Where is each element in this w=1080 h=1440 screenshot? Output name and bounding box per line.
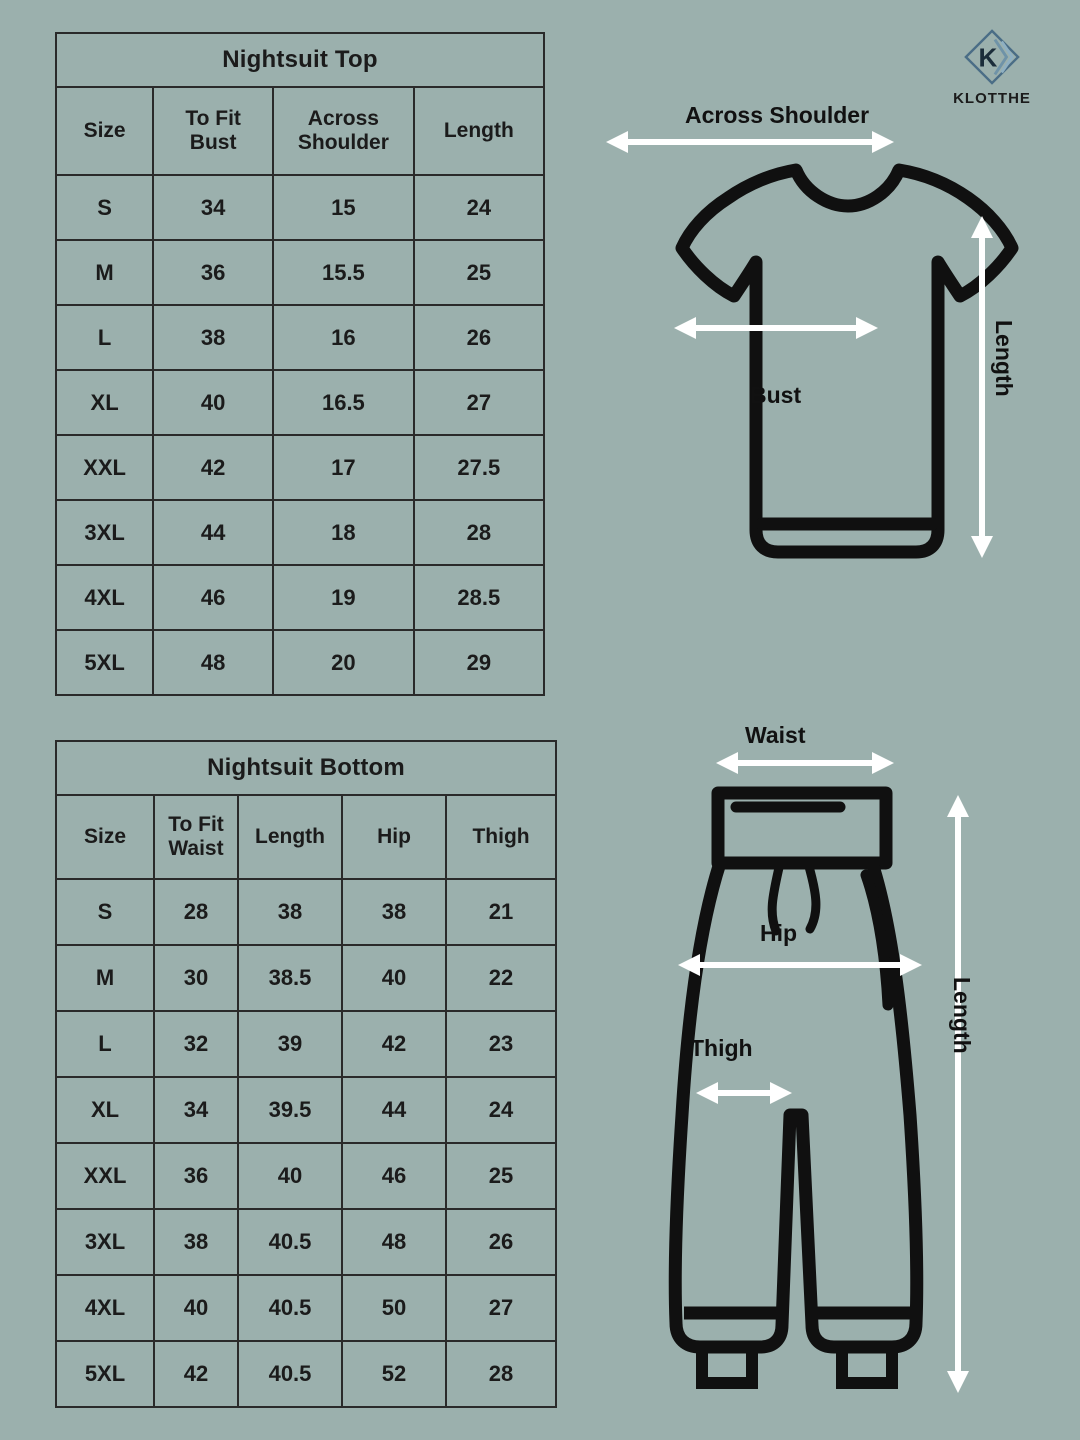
table-row [56,305,544,370]
table-header-row [56,87,544,175]
pants-illustration [640,715,1040,1415]
column-header-across-shoulder [273,87,414,175]
table-title: Nightsuit Top [56,33,544,87]
table-row [56,1143,556,1209]
column-header-line-2: Waist [168,837,224,860]
cell-length: 29 [414,630,544,695]
column-header-line-2: Bust [189,131,237,154]
cell-length: 38 [238,879,342,945]
cell-size: S [56,175,153,240]
label-bust: Bust [750,382,802,408]
cell-waist: 40 [154,1275,238,1341]
cell-bust: 48 [153,630,273,695]
table-row [56,879,556,945]
cell-size: M [56,945,154,1011]
table-row [56,435,544,500]
cell-waist: 28 [154,879,238,945]
table-header-row [56,795,556,879]
cell-length: 28 [414,500,544,565]
cell-thigh: 25 [446,1143,556,1209]
cell-size: 5XL [56,1341,154,1407]
cell-length: 40.5 [238,1209,342,1275]
cell-shoulder: 20 [273,630,414,695]
label-across-shoulder: Across Shoulder [685,102,870,128]
cell-length: 40.5 [238,1275,342,1341]
column-header-line-2: Shoulder [297,131,389,154]
cell-thigh: 28 [446,1341,556,1407]
cell-hip: 42 [342,1011,446,1077]
table-row [56,1077,556,1143]
cell-size: 4XL [56,1275,154,1341]
cell-thigh: 22 [446,945,556,1011]
label-top-length: Length [991,320,1017,397]
t-shirt-illustration [600,100,1040,620]
label-thigh: Thigh [690,1035,753,1061]
cell-size: 3XL [56,1209,154,1275]
label-hip: Hip [760,920,798,946]
cell-hip: 38 [342,879,446,945]
cell-waist: 32 [154,1011,238,1077]
cell-waist: 36 [154,1143,238,1209]
table-row [56,240,544,305]
cell-bust: 38 [153,305,273,370]
cell-length: 40.5 [238,1341,342,1407]
column-header-to-fit-waist [154,795,238,879]
table-row [56,630,544,695]
cell-length: 28.5 [414,565,544,630]
table-row [56,565,544,630]
cell-size: XXL [56,1143,154,1209]
cell-size: M [56,240,153,305]
cell-hip: 48 [342,1209,446,1275]
cell-hip: 50 [342,1275,446,1341]
cell-thigh: 23 [446,1011,556,1077]
table-title: Nightsuit Bottom [56,741,556,795]
table-row [56,370,544,435]
cell-thigh: 27 [446,1275,556,1341]
cell-bust: 36 [153,240,273,305]
nightsuit-bottom-size-table [55,740,557,1408]
cell-waist: 30 [154,945,238,1011]
table-title-row [56,741,556,795]
cell-waist: 34 [154,1077,238,1143]
cell-bust: 46 [153,565,273,630]
brand-name: KLOTTHE [953,90,1031,107]
cell-length: 40 [238,1143,342,1209]
cell-shoulder: 15.5 [273,240,414,305]
label-bottom-length: Length [949,977,975,1054]
column-header-line-1: To Fit [168,813,224,837]
column-header-thigh: Thigh [446,795,556,879]
cell-size: XL [56,370,153,435]
cell-size: S [56,879,154,945]
label-waist: Waist [745,722,806,748]
table-row [56,1209,556,1275]
cell-size: 4XL [56,565,153,630]
column-header-to-fit-bust [153,87,273,175]
svg-text:K: K [978,42,998,73]
cell-shoulder: 19 [273,565,414,630]
column-header-size: Size [56,87,153,175]
cell-hip: 52 [342,1341,446,1407]
pants-measurement-diagram [640,715,1040,1415]
cell-size: XXL [56,435,153,500]
cell-length: 38.5 [238,945,342,1011]
cell-hip: 40 [342,945,446,1011]
cell-length: 39 [238,1011,342,1077]
column-header-length: Length [238,795,342,879]
column-header-line-1: Across [307,107,379,131]
cell-size: L [56,1011,154,1077]
table-row [56,1341,556,1407]
table-row [56,500,544,565]
cell-waist: 38 [154,1209,238,1275]
table-title-row [56,33,544,87]
cell-length: 27.5 [414,435,544,500]
cell-size: XL [56,1077,154,1143]
column-header-size: Size [56,795,154,879]
cell-length: 27 [414,370,544,435]
column-header-length: Length [414,87,544,175]
cell-thigh: 26 [446,1209,556,1275]
klotthe-logo-icon [963,28,1021,86]
cell-length: 25 [414,240,544,305]
t-shirt-measurement-diagram [600,100,1040,620]
cell-hip: 46 [342,1143,446,1209]
column-header-line-1: To Fit [185,107,241,131]
nightsuit-top-size-table [55,32,545,696]
table-row [56,1011,556,1077]
cell-bust: 42 [153,435,273,500]
table-row [56,175,544,240]
cell-size: L [56,305,153,370]
cell-shoulder: 16 [273,305,414,370]
cell-shoulder: 18 [273,500,414,565]
brand-logo [932,28,1052,107]
cell-shoulder: 16.5 [273,370,414,435]
cell-bust: 34 [153,175,273,240]
cell-shoulder: 15 [273,175,414,240]
cell-thigh: 24 [446,1077,556,1143]
cell-hip: 44 [342,1077,446,1143]
cell-size: 5XL [56,630,153,695]
table-row [56,945,556,1011]
cell-size: 3XL [56,500,153,565]
cell-bust: 40 [153,370,273,435]
cell-length: 24 [414,175,544,240]
cell-waist: 42 [154,1341,238,1407]
column-header-hip: Hip [342,795,446,879]
cell-bust: 44 [153,500,273,565]
table-row [56,1275,556,1341]
cell-length: 39.5 [238,1077,342,1143]
cell-length: 26 [414,305,544,370]
cell-thigh: 21 [446,879,556,945]
cell-shoulder: 17 [273,435,414,500]
